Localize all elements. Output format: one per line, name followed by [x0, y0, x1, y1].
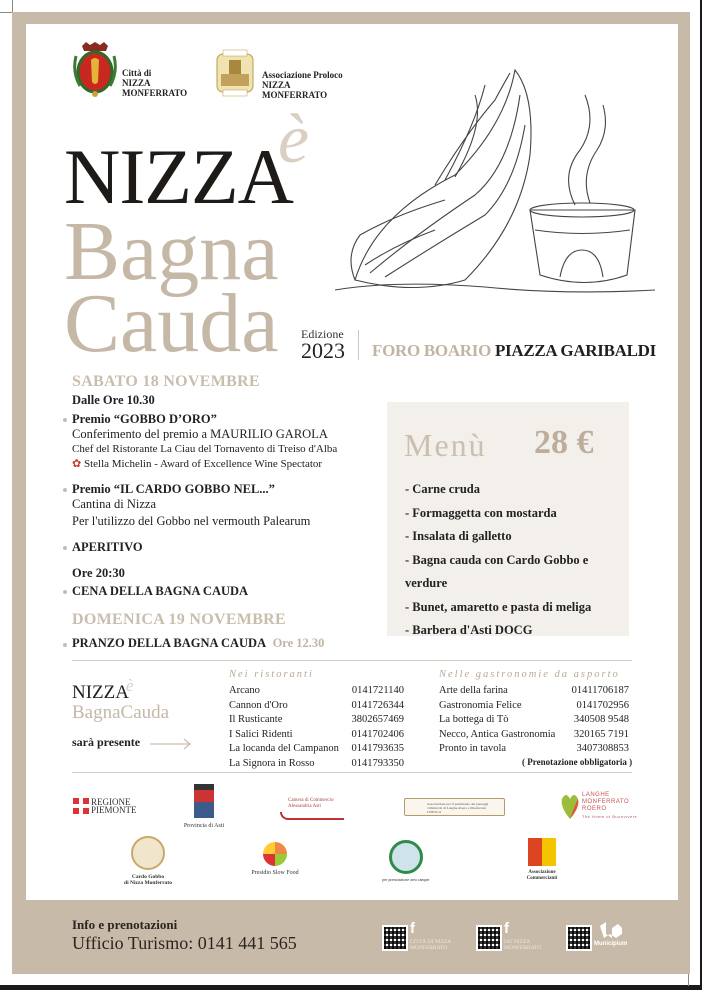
presence-bagnacauda: BagnaCauda [72, 702, 170, 723]
regione-piemonte-logo [73, 798, 137, 814]
bullet [63, 546, 67, 550]
crop-mark [688, 974, 689, 986]
menu-price: 28 € [534, 424, 594, 461]
event-gobbo-doro-title: Premio “GOBBO D’ORO” [72, 412, 217, 426]
camper-icon [389, 840, 423, 874]
saturday-start-time: Dalle Ore 10.30 [72, 393, 155, 407]
facebook-city-line1: CITTÀ DI NIZZA [410, 939, 452, 945]
proloco-line3: MONFERRATO [262, 90, 328, 100]
event-cardo-gobbo [72, 482, 310, 529]
facebook-iat-caption [504, 939, 541, 951]
takeaway-name: Gastronomia Felice [439, 699, 522, 711]
title-nizza: NIZZA [64, 133, 293, 220]
restaurants-heading: Nei ristoranti [229, 669, 314, 680]
menu-list [405, 478, 629, 643]
event-gobbo-doro [72, 412, 337, 472]
dinner-time: Ore 20:30 [72, 566, 125, 580]
camera-swoosh-icon [280, 812, 344, 820]
restaurant-name: Il Rusticante [229, 714, 283, 726]
takeaway-row [439, 684, 629, 699]
event-pranzo-time: Ore 12.30 [272, 636, 325, 650]
event-pranzo-title: PRANZO DELLA BAGNA CAUDA [72, 636, 266, 650]
facebook-city-caption [410, 939, 451, 951]
restaurant-phone: 0141702406 [351, 728, 404, 740]
restaurant-row [229, 742, 404, 757]
commercianti-line1: Associazione [528, 870, 556, 875]
langhe-tagline: The Home of Buonvivere [582, 814, 638, 819]
menu-box [387, 402, 629, 636]
menu-item: - Bagna cauda con Cardo Gobbo e verdure [405, 552, 589, 590]
restaurant-row [229, 699, 404, 714]
regione-line2: PIEMONTE [91, 805, 137, 815]
cardo-line2: di Nizza Monferrato [124, 880, 172, 886]
commercianti-line2: Commercianti [526, 876, 558, 881]
menu-item: - Formaggetta con mostarda [405, 505, 557, 520]
venue [372, 341, 656, 361]
restaurant-row [229, 757, 404, 772]
title-cauda: Cauda [64, 277, 279, 370]
restaurant-name: I Salici Ridenti [229, 728, 293, 740]
takeaway-phone: 320165 7191 [573, 728, 629, 740]
camera-line2: Alessandria Asti [288, 804, 321, 809]
restaurant-row [229, 684, 404, 699]
commercianti-icon [528, 838, 556, 866]
event-gobbo-doro-line1: Conferimento del premio a MAURILIO GAROLA [72, 427, 328, 441]
qr-code-facebook-iat[interactable] [476, 925, 502, 951]
takeaway-phone: 3407308853 [576, 743, 629, 755]
langhe-line1: LANGHE [582, 792, 610, 798]
proloco-line1: Associazione Proloco [262, 70, 343, 80]
restaurant-phone: 0141793635 [351, 743, 404, 755]
bullet [63, 643, 67, 647]
city-line3: MONFERRATO [122, 88, 188, 98]
takeaway-row [439, 713, 629, 728]
takeaway-heading: Nelle gastronomie da asporto [439, 669, 620, 680]
crop-mark [0, 12, 12, 13]
arrow-right-icon [150, 737, 192, 755]
sara-presente-label: sarà presente [72, 735, 141, 749]
city-line1: Città di [122, 68, 152, 78]
cardo-gobbo-logo [118, 836, 178, 886]
event-pranzo [72, 636, 324, 651]
restaurant-row [229, 713, 404, 728]
langhe-heart-icon [560, 793, 580, 819]
langhe-line3: ROERO [582, 806, 607, 812]
menu-item: - Carne cruda [405, 482, 480, 496]
camera-commercio-logo [280, 798, 350, 820]
edition-year: 2023 [301, 338, 345, 363]
provincia-caption: Provincia di Asti [183, 823, 225, 829]
langhe-monferrato-roero-logo [560, 792, 637, 820]
facebook-iat-line1: IAT NIZZA [504, 939, 531, 945]
restaurant-phone: 3802657469 [351, 714, 404, 726]
menu-item: - Insalata di galletto [405, 529, 512, 543]
divider [358, 330, 359, 360]
title-e-accent: è [278, 101, 310, 178]
facebook-icon: f [410, 920, 415, 937]
regione-line1: REGIONE [91, 797, 131, 807]
restaurants-table [229, 684, 404, 772]
michelin-star-icon: ✿ [72, 458, 82, 470]
reservation-required-note: ( Prenotazione obbligatoria ) [522, 757, 633, 767]
presence-nizza: NIZZA [72, 682, 129, 703]
qr-code-facebook-city[interactable] [382, 925, 408, 951]
takeaway-name: Necco, Antica Gastronomia [439, 728, 556, 740]
proloco-line2: NIZZA [262, 80, 291, 90]
bullet [63, 418, 67, 422]
event-gobbo-doro-line3: Stella Michelin - Award of Excellence Wine Spectator [83, 458, 323, 470]
edition-label: Edizione [301, 327, 344, 341]
municipium-label: Municipium [594, 941, 628, 947]
takeaway-table [439, 684, 629, 757]
facebook-city-line2: MONFERRATO [410, 945, 448, 951]
separator [72, 772, 632, 773]
presence-logo [72, 676, 170, 724]
venue-foro-boario: FORO BOARIO [372, 341, 492, 360]
menu-item: - Barbera d'Asti DOCG [405, 623, 533, 637]
proloco-logo-text [262, 70, 343, 100]
cardo-line1: Cardo Gobbo [131, 874, 165, 880]
bullet [63, 488, 67, 492]
saturday-heading: SABATO 18 NOVEMBRE [72, 373, 260, 390]
facebook-iat-line2: MONFERRATO [504, 945, 542, 951]
proloco-crest-icon [211, 48, 259, 103]
venue-piazza-garibaldi: PIAZZA GARIBALDI [494, 341, 656, 360]
unesco-caption: Associazione per il patrimonio dei paesaggi vitivinicoli di Langhe-Roero e Monferrato UNESCO [427, 802, 489, 814]
tourism-office-phone: Ufficio Turismo: 0141 441 565 [72, 933, 297, 953]
event-cena: CENA DELLA BAGNA CAUDA [72, 584, 249, 598]
city-crest-icon [72, 42, 118, 103]
piemonte-flag-icon [73, 798, 89, 814]
municipium-icon [600, 922, 622, 943]
restaurant-name: La locanda del Campanon [229, 743, 339, 755]
unesco-logo [404, 798, 505, 816]
restaurant-row [229, 728, 404, 743]
facebook-icon: f [504, 920, 509, 937]
restaurant-name: Cannon d'Oro [229, 699, 288, 711]
camper-area-logo [378, 840, 434, 882]
associazione-commercianti-logo [524, 838, 560, 882]
event-cardo-gobbo-line1: Cantina di Nizza [72, 497, 156, 511]
takeaway-name: Pronto in tavola [439, 743, 507, 755]
camper-caption: per prenotazione area camper [382, 877, 430, 882]
restaurant-phone: 0141793350 [351, 757, 404, 769]
crop-mark [12, 0, 13, 12]
restaurant-name: La Signora in Rosso [229, 757, 315, 769]
takeaway-row [439, 742, 629, 757]
event-aperitivo: APERITIVO [72, 540, 143, 554]
slowfood-caption: Presidio Slow Food [251, 870, 299, 876]
slow-food-logo [248, 842, 302, 877]
takeaway-phone: 340508 9548 [573, 714, 629, 726]
title-bagna: Bagna [64, 205, 279, 298]
slow-food-icon [263, 842, 287, 866]
sunday-heading: DOMENICA 19 NOVEMBRE [72, 611, 287, 628]
cardo-gobbo-badge-icon [131, 836, 165, 870]
separator [72, 660, 632, 661]
event-gobbo-doro-line2: Chef del Ristorante La Ciau del Tornavento di Treiso d'Alba [72, 443, 338, 455]
event-cardo-gobbo-title: Premio “IL CARDO GOBBO NEL...” [72, 482, 275, 496]
takeaway-phone: 01411706187 [571, 685, 629, 696]
takeaway-row [439, 728, 629, 743]
menu-item: - Bunet, amaretto e pasta di meliga [405, 599, 592, 614]
takeaway-name: La bottega di Tò [439, 714, 509, 726]
restaurant-phone: 0141721140 [351, 685, 404, 696]
takeaway-row [439, 699, 629, 714]
city-logo-text [122, 68, 187, 98]
takeaway-name: Arte della farina [439, 685, 508, 696]
cardo-and-pot-illustration [335, 65, 660, 315]
event-cardo-gobbo-line2: Per l'utilizzo del Gobbo nel vermouth Palearum [72, 514, 311, 528]
provincia-asti-logo [182, 784, 226, 830]
presence-e: è [126, 676, 134, 695]
bullet [63, 590, 67, 594]
city-line2: NIZZA [122, 78, 151, 88]
restaurant-phone: 0141726344 [351, 699, 404, 711]
camera-line1: Camera di Commercio [288, 798, 334, 803]
restaurant-name: Arcano [229, 685, 260, 696]
langhe-line2: MONFERRATO [582, 799, 630, 805]
menu-title: Menù [404, 427, 487, 463]
takeaway-phone: 0141702956 [576, 699, 629, 711]
info-label: Info e prenotazioni [72, 917, 178, 932]
qr-code-municipium[interactable] [566, 925, 592, 951]
provincia-crest-icon [194, 784, 214, 818]
